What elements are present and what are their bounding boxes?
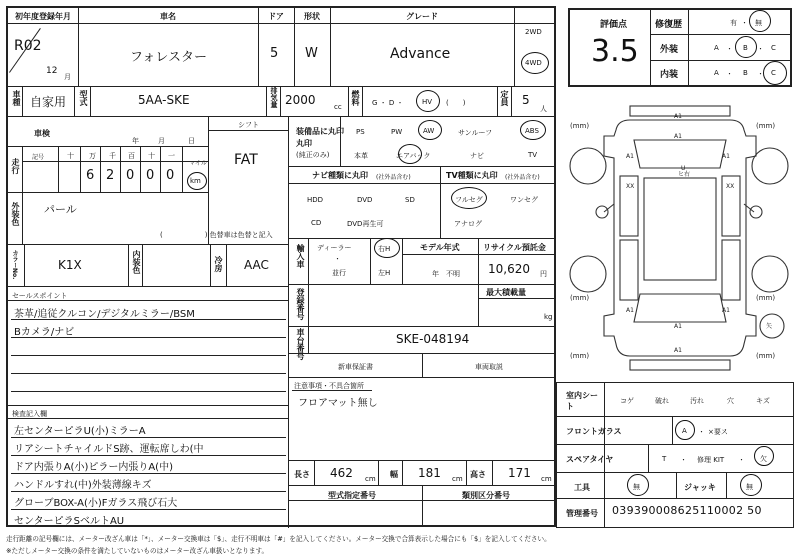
chassis-type-label: 車種 (12, 90, 21, 106)
mileage-unit-1: 十 (67, 152, 74, 160)
width-label: 幅 (390, 470, 398, 479)
model-year-label: モデル年式 (420, 243, 460, 252)
interior-c: C (771, 69, 776, 77)
int-dot1: ・ (726, 70, 733, 78)
svg-text:矢: 矢 (766, 323, 773, 330)
interior-b: B (743, 69, 748, 77)
fuel-hv: HV (422, 98, 433, 106)
mgmt-no: 039390008625110002 50 (612, 504, 762, 517)
svg-text:A1: A1 (674, 347, 682, 354)
tv-analog: アナログ (454, 220, 482, 228)
interior-label: 内装 (660, 70, 679, 80)
exterior-label: 外装 (660, 45, 679, 55)
left-h: 左H (378, 269, 391, 277)
cc-unit: cc (334, 103, 342, 111)
shift-value: FAT (234, 152, 258, 168)
month-unit: 月 (64, 73, 71, 81)
inspector-line-4: ハンドルすれ(中)外装薄線キズ (14, 480, 152, 491)
length-unit: cm (365, 475, 376, 483)
seat-label: 室内シート (566, 391, 598, 411)
jack-label: ジャッキ (684, 483, 716, 492)
cooler-value: AAC (244, 258, 269, 272)
parallel: 並行 (332, 269, 346, 277)
cooler-label: 冷房 (214, 256, 223, 272)
max-load-label: 最大積載量 (486, 288, 526, 297)
fuel-label: 燃料 (351, 90, 360, 106)
inspector-line-3: ドア内張りA(小)ピラー内張りA(中) (14, 462, 173, 473)
score: 3.5 (591, 34, 639, 69)
spare-missing: 欠 (760, 455, 767, 463)
grade-value: Advance (390, 46, 451, 62)
tv-oneseg: ワンセグ (510, 196, 538, 204)
mileage-unit-2: 万 (89, 152, 96, 160)
tv-fullseg: フルセグ (455, 196, 483, 204)
svg-text:A1: A1 (674, 323, 682, 330)
nav-cd: CD (311, 219, 322, 227)
capacity: 5 (522, 93, 530, 107)
mileage-unit-3: 千 (109, 152, 116, 160)
capacity-label: 定員 (500, 90, 509, 106)
car-name-label: 車名 (160, 12, 176, 21)
mileage-unit-5: 十 (148, 152, 155, 160)
mileage-unit-6: 一 (168, 152, 175, 160)
first-reg-month: 12 (46, 66, 58, 76)
jack-value: 無 (746, 483, 753, 491)
svg-text:A1: A1 (626, 153, 634, 160)
car-diagram (560, 96, 798, 376)
right-h: 右H (378, 245, 391, 253)
recycle-label: リサイクル預託金 (483, 243, 546, 252)
ext-dot2: ・ (757, 45, 764, 53)
exterior-color-label: 外装色 (11, 202, 20, 226)
mileage-unit-4: 百 (128, 152, 135, 160)
spare-kit: 修理 KIT (697, 456, 725, 464)
height-unit: cm (541, 475, 552, 483)
spare-dot2: ・ (738, 456, 745, 464)
sales-point-1: 茶革/追従クルコン/デジタルミラー/BSM (14, 309, 195, 320)
mileage-digit-5: 0 (166, 168, 175, 183)
tools-value: 無 (633, 483, 640, 491)
chassis-no-label: 車台番号 (296, 328, 305, 360)
height: 171 (508, 466, 531, 480)
notes-text: フロアマット無し (298, 398, 378, 409)
equip-aw: AW (423, 127, 435, 135)
svg-text:A1: A1 (674, 113, 682, 120)
length: 462 (330, 466, 353, 480)
fuel-options: G ・ D ・ (372, 99, 404, 107)
reg-no-label: 登録番号 (296, 288, 305, 320)
mileage-digit-1: 6 (86, 168, 95, 183)
repair-opt-no: 無 (755, 19, 762, 27)
recycle-unit: 円 (540, 270, 547, 278)
inspector-line-6: センターピラSベルトAU (14, 516, 125, 527)
nav-header: ナビ種類に丸印 (312, 171, 368, 180)
repair-label: 修復歴 (655, 20, 683, 30)
mileage-digit-2: 2 (106, 168, 115, 183)
mileage-unit-0: 記号 (32, 154, 45, 161)
repair-dot: ・ (741, 19, 748, 27)
chassis-no: SKE-048194 (396, 332, 470, 346)
recycle-fee: 10,620 (488, 262, 530, 276)
inspection-year-unit: 年 (132, 137, 139, 145)
height-label: 高さ (470, 470, 486, 479)
svg-text:A1: A1 (626, 307, 634, 314)
nav-hdd: HDD (307, 196, 324, 204)
interior-color-label: 内装色 (132, 250, 141, 274)
year-unknown: 年 不明 (432, 270, 460, 278)
new-warranty: 新車保証書 (338, 363, 373, 371)
kg-unit: kg (544, 313, 553, 321)
tv-header: TV種類に丸印 (446, 171, 498, 180)
equip-ps: PS (356, 128, 365, 136)
exterior-a: A (714, 44, 719, 52)
inspector-notes-label: 検査記入欄 (12, 410, 47, 418)
svg-text:A1: A1 (722, 153, 730, 160)
inspection-label: 車検 (34, 129, 50, 138)
windshield-a: A (682, 427, 687, 435)
mileage-digit-4: 0 (146, 168, 155, 183)
svg-text:ヒ右: ヒ右 (678, 171, 691, 178)
type-code: 5AA-SKE (138, 93, 190, 107)
door-label: ドア (268, 12, 284, 21)
interior-a: A (714, 69, 719, 77)
km-label: km (190, 177, 201, 185)
width: 181 (418, 466, 441, 480)
inspection-day-unit: 日 (188, 137, 195, 145)
mile-label: マイル (189, 160, 207, 167)
svg-text:(mm): (mm) (756, 294, 776, 302)
tv-sub: (社外品含む) (505, 174, 540, 181)
notes-label: 注意事項・不具合箇所 (294, 382, 364, 390)
tools-label: 工具 (574, 483, 590, 492)
first-reg-year: R02 (14, 38, 42, 54)
svg-text:XX: XX (626, 183, 635, 190)
exterior-c: C (771, 44, 776, 52)
equip-nav: ナビ (470, 152, 484, 160)
color-note: ( ) 色替車は色替と記入 (160, 231, 273, 239)
equip-abs: ABS (525, 127, 539, 135)
footer-line-1: 走行距離の記号欄には、メーター改ざん車は「*」、メーター交換車は「$」、走行不明車は「#」を記入してください。メーター交換で合算表示した場合にも「$」を記入してください。 (6, 535, 551, 543)
dealer: ディーラー (317, 244, 352, 252)
equipment-sub: (純正のみ) (296, 151, 330, 159)
nav-dvd: DVD (357, 196, 373, 204)
score-label: 評価点 (600, 20, 628, 30)
spare-dot1: ・ (680, 456, 687, 464)
color-no: K1X (58, 258, 82, 272)
usage: 自家用 (30, 95, 67, 109)
mileage-digit-3: 0 (126, 168, 135, 183)
grade-label: グレード (406, 12, 438, 21)
svg-text:XX: XX (726, 183, 735, 190)
inspection-month-unit: 月 (158, 137, 165, 145)
seat-opt-5: キズ (756, 397, 770, 405)
windshield-dot: ・ (698, 428, 705, 436)
svg-text:A1: A1 (722, 307, 730, 314)
import-label: 輸入車 (296, 244, 305, 268)
inspector-line-5: グローブBOX-A(小)Fガラス飛び石大 (14, 498, 178, 509)
fuel-paren: ( ) (446, 99, 466, 107)
repair-opt-yes: 有 (730, 19, 737, 27)
exterior-b: B (743, 44, 748, 52)
equip-sunroof: サンルーフ (458, 129, 493, 137)
spare-t: T (662, 455, 667, 463)
seat-opt-1: コゲ (620, 397, 634, 405)
equip-leather: 本革 (354, 152, 368, 160)
maru-label: 丸印 (296, 139, 312, 148)
svg-text:(mm): (mm) (570, 352, 590, 360)
windshield-label: フロントガラス (566, 427, 622, 436)
nav-sub: (社外品含む) (376, 174, 411, 181)
model-label: 型式 (79, 90, 88, 106)
width-unit: cm (452, 475, 463, 483)
exterior-color: パール (44, 203, 77, 216)
type-desig-label: 型式指定番号 (328, 491, 376, 500)
shift-label: シフト (238, 121, 259, 129)
drive-4wd: 4WD (525, 59, 542, 67)
equip-tv: TV (528, 151, 538, 159)
first-reg-label: 初年度登録年月 (15, 12, 71, 21)
color-no-label: カラーNo. (11, 250, 18, 280)
seat-opt-4: 穴 (727, 397, 734, 405)
mgmt-no-label: 管理番号 (566, 509, 598, 518)
equip-pw: PW (391, 128, 403, 136)
shape-label: 形状 (304, 12, 320, 21)
int-dot2: ・ (757, 70, 764, 78)
spare-label: スペアタイヤ (566, 455, 614, 464)
footer-line-2: ※ただしメーター交換の条件を満たしていないものはメーター改ざん車扱いとなります。 (6, 547, 269, 555)
displacement: 2000 (285, 93, 316, 107)
nav-sd: SD (405, 196, 415, 204)
capacity-unit: 人 (540, 105, 547, 113)
svg-text:(mm): (mm) (756, 122, 776, 130)
seat-opt-3: 汚れ (690, 397, 704, 405)
inspector-line-2: リアシートチャイルドS跡、運転席しわ(中 (14, 444, 204, 455)
inspector-line-1: 左センターピラU(小)ミラーA (14, 426, 146, 437)
svg-text:(mm): (mm) (570, 122, 590, 130)
class-no-label: 類別区分番号 (462, 491, 510, 500)
sales-point-2: Bカメラ/ナビ (14, 327, 75, 338)
ext-dot1: ・ (726, 45, 733, 53)
nav-dvd-play: DVD再生可 (347, 220, 384, 228)
sales-point-label: セールスポイント (12, 292, 68, 300)
body-shape: W (305, 46, 318, 61)
car-name: フォレスター (130, 50, 207, 65)
door-count: 5 (270, 46, 279, 61)
windshield-x: ×要ス (708, 428, 728, 436)
mileage-label: 走行 (11, 158, 20, 174)
seat-opt-2: 破れ (655, 397, 669, 405)
equipment-label: 装備品に丸印 (296, 127, 344, 136)
svg-text:A1: A1 (674, 133, 682, 140)
equip-airbag: エアバック (396, 152, 431, 160)
displacement-label: 排気量 (270, 87, 278, 108)
svg-text:(mm): (mm) (756, 352, 776, 360)
dealer-dot: ・ (334, 255, 341, 263)
svg-text:(mm): (mm) (570, 294, 590, 302)
svg-text:U: U (681, 165, 686, 172)
manual: 車両取説 (475, 363, 503, 371)
drive-2wd: 2WD (525, 28, 542, 36)
length-label: 長さ (294, 470, 310, 479)
